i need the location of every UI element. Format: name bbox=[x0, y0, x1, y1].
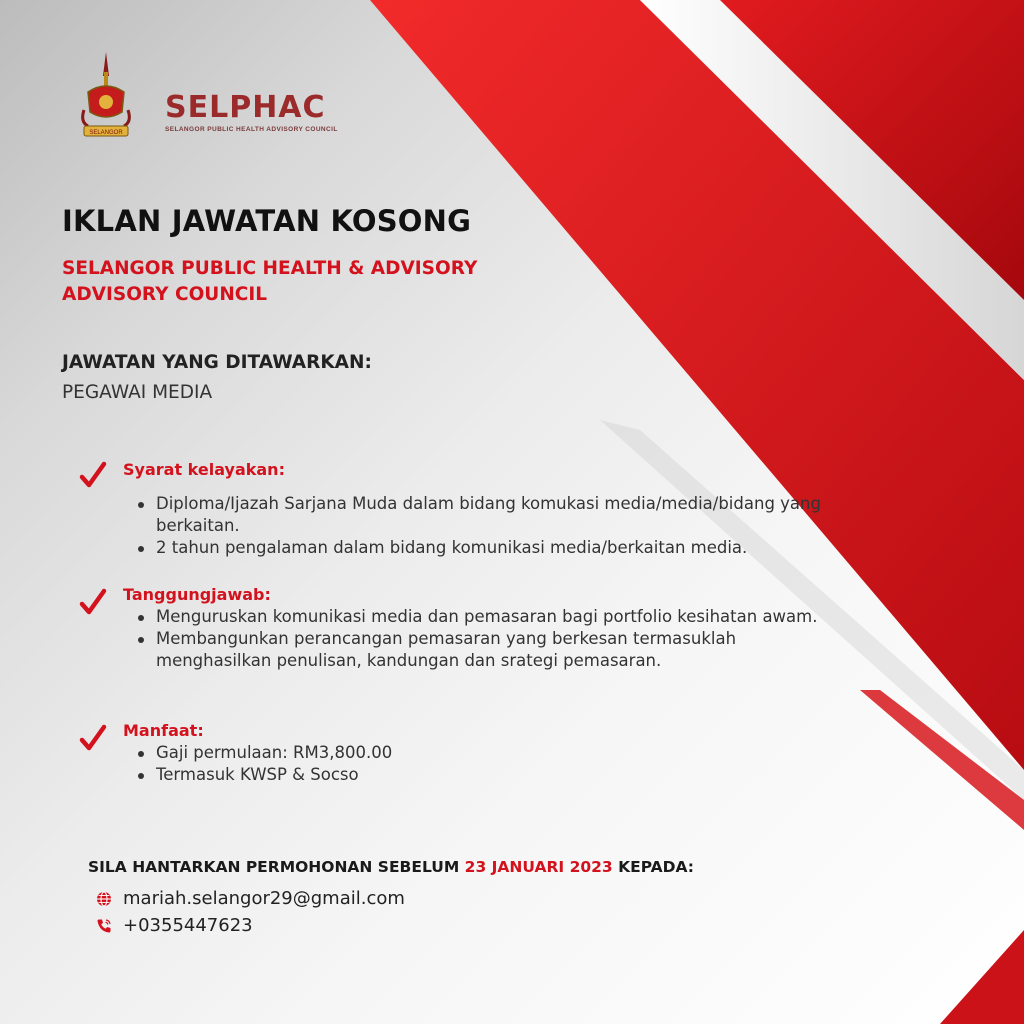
checkmark-icon bbox=[78, 723, 108, 753]
list-item: Menguruskan komunikasi media dan pemasaran bagi portfolio kesihatan awam. bbox=[136, 606, 846, 628]
list-item: Gaji permulaan: RM3,800.00 bbox=[136, 742, 846, 764]
list-item: Membangunkan perancangan pemasaran yang berkesan termasuklah menghasilkan penulisan, kandungan dan srategi pemasaran. bbox=[136, 628, 846, 672]
organization-name-line2: ADVISORY COUNCIL bbox=[62, 284, 268, 305]
selphac-logo bbox=[165, 92, 345, 142]
position-label: JAWATAN YANG DITAWARKAN: bbox=[62, 352, 372, 373]
email-address[interactable]: mariah.selangor29@gmail.com bbox=[123, 888, 405, 909]
list-item: Termasuk KWSP & Socso bbox=[136, 764, 846, 786]
selangor-crest-logo bbox=[78, 52, 134, 144]
section-title: Tanggungjawab: bbox=[123, 585, 271, 604]
brand-name: SELPHAC bbox=[165, 90, 326, 125]
checkmark-icon bbox=[78, 460, 108, 490]
section-title: Syarat kelayakan: bbox=[123, 460, 285, 479]
phone-number[interactable]: +0355447623 bbox=[123, 915, 253, 936]
section-title: Manfaat: bbox=[123, 721, 204, 740]
list-item: Diploma/Ijazah Sarjana Muda dalam bidang komukasi media/media/bidang yang berkaitan. bbox=[136, 493, 846, 537]
deadline-prefix: SILA HANTARKAN PERMOHONAN SEBELUM bbox=[88, 858, 465, 876]
brand-subtitle: SELANGOR PUBLIC HEALTH ADVISORY COUNCIL bbox=[165, 126, 338, 133]
crest-ribbon-text: SELANGOR bbox=[89, 130, 123, 136]
organization-name-line1: SELANGOR PUBLIC HEALTH & ADVISORY bbox=[62, 258, 478, 279]
deadline-notice bbox=[88, 858, 694, 876]
phone-icon bbox=[96, 918, 112, 934]
globe-icon bbox=[96, 891, 112, 907]
bullet-list bbox=[136, 742, 846, 786]
deadline-suffix: KEPADA: bbox=[612, 858, 694, 876]
position-value: PEGAWAI MEDIA bbox=[62, 382, 213, 403]
bullet-list bbox=[136, 493, 846, 559]
bullet-list bbox=[136, 606, 846, 672]
page-title: IKLAN JAWATAN KOSONG bbox=[62, 204, 472, 238]
deadline-date: 23 JANUARI 2023 bbox=[464, 858, 613, 876]
organization-name bbox=[62, 256, 582, 308]
checkmark-icon bbox=[78, 587, 108, 617]
list-item: 2 tahun pengalaman dalam bidang komunikasi media/berkaitan media. bbox=[136, 537, 846, 559]
